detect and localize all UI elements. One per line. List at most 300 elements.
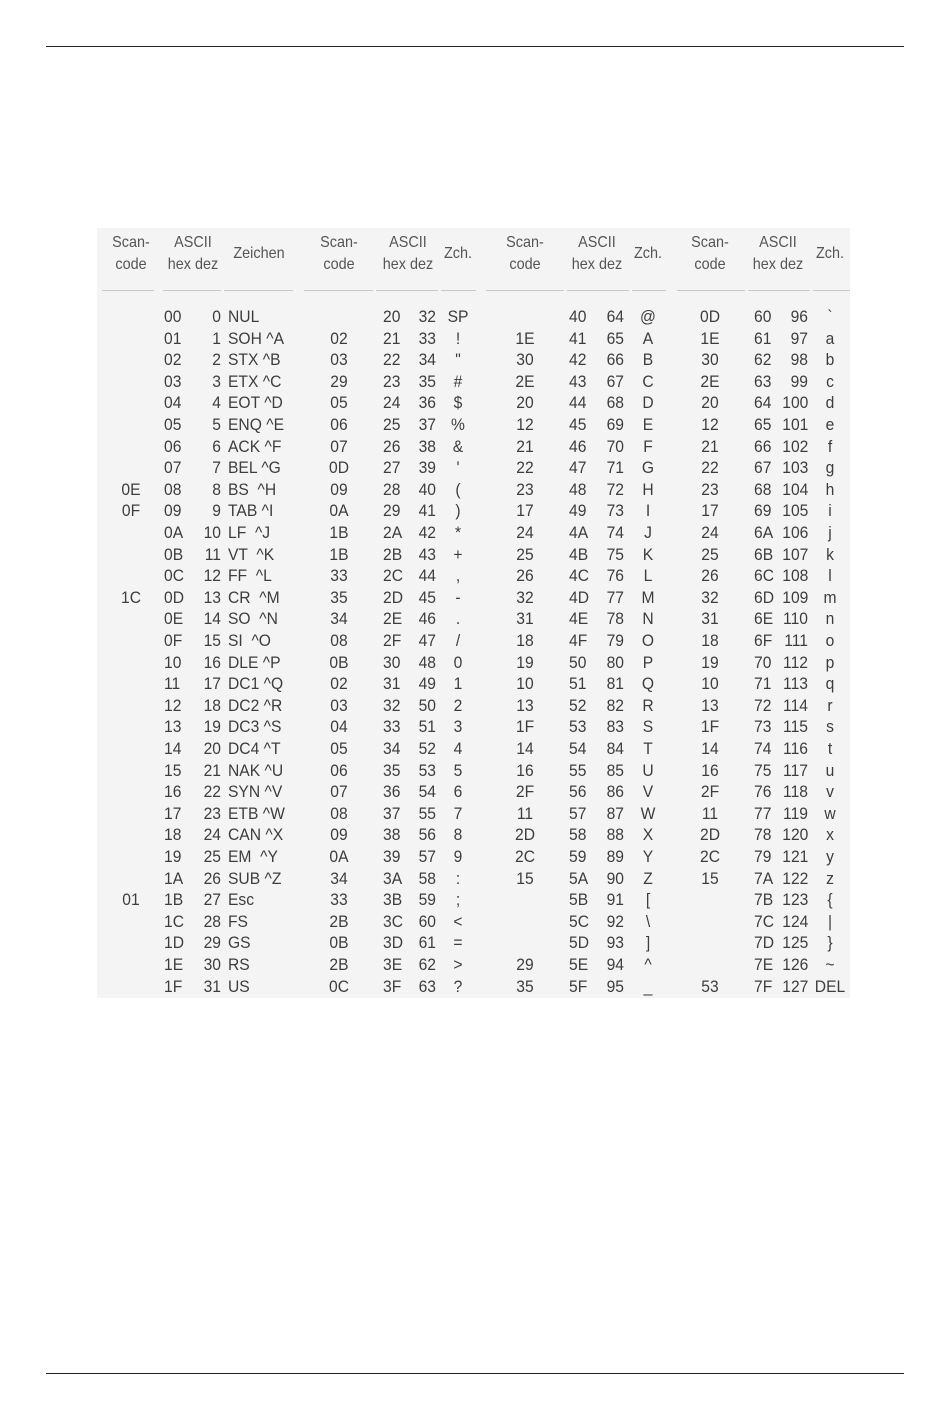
scan-code-cell: 18 <box>701 631 719 650</box>
ascii-scancode-table <box>97 228 850 998</box>
scan-code-cell: 17 <box>516 501 534 521</box>
dec-cell: 13 <box>203 587 221 607</box>
character-cell: I <box>645 501 651 521</box>
scan-code-cell: 2D <box>514 825 535 845</box>
character-cell: SOH ^A <box>228 328 285 348</box>
column-header-character: Zch. <box>815 245 845 262</box>
character-cell: ( <box>455 479 461 499</box>
dec-cell: 35 <box>418 371 436 391</box>
scan-code-cell: 09 <box>330 825 348 845</box>
character-cell: U <box>642 760 654 780</box>
dec-cell: 30 <box>203 955 221 974</box>
hex-cell: 21 <box>383 328 401 348</box>
character-cell: ` <box>827 307 833 326</box>
dec-cell: 98 <box>790 350 808 370</box>
dec-cell: 120 <box>782 825 809 845</box>
hex-cell: 06 <box>164 436 182 456</box>
column-header-scan-code <box>312 232 366 276</box>
dec-cell: 23 <box>203 803 221 823</box>
hex-cell: 1D <box>164 933 184 953</box>
hex-cell: 39 <box>383 847 401 866</box>
scan-code-cell: 16 <box>701 760 719 780</box>
scan-code-cell: 2D <box>699 825 720 845</box>
character-cell: ETB ^W <box>228 803 285 823</box>
dec-cell: 43 <box>418 544 436 564</box>
hex-cell: 73 <box>754 717 772 737</box>
character-cell: SUB ^Z <box>228 868 282 888</box>
scan-code-cell: 11 <box>516 803 534 823</box>
scan-code-cell: 30 <box>516 350 534 370</box>
hex-cell: 7B <box>754 890 774 910</box>
hex-cell: 14 <box>164 739 182 758</box>
hex-cell: 4D <box>569 587 589 607</box>
character-cell: S <box>642 717 654 737</box>
dec-cell: 2 <box>212 350 221 370</box>
hex-cell: 33 <box>383 717 401 737</box>
character-cell: 1 <box>453 674 463 694</box>
column-header-scan-code <box>104 232 158 276</box>
scan-code-cell: 0E <box>121 479 141 499</box>
column-header-ascii <box>157 232 229 276</box>
header-underline <box>304 290 373 291</box>
hex-cell: 02 <box>164 350 182 370</box>
character-cell: R <box>642 695 654 715</box>
hex-cell: 7E <box>754 955 774 974</box>
scan-code-cell: 25 <box>516 544 534 564</box>
scan-code-cell: 06 <box>330 415 348 434</box>
hex-cell: 03 <box>164 371 182 391</box>
scan-code-cell: 03 <box>330 695 348 715</box>
hex-cell: 16 <box>164 782 182 802</box>
dec-cell: 61 <box>418 933 436 953</box>
scan-code-cell: 2F <box>700 782 720 802</box>
dec-cell: 75 <box>606 544 624 564</box>
character-cell: a <box>825 328 835 348</box>
hex-cell: 35 <box>383 760 401 780</box>
scan-code-cell: 0C <box>328 976 349 996</box>
dec-cell: 115 <box>783 717 808 737</box>
scan-code-cell: 23 <box>701 479 719 499</box>
hex-cell: 5A <box>569 868 589 888</box>
character-cell: T <box>643 739 653 758</box>
character-cell: ) <box>455 501 461 521</box>
scan-code-cell: 23 <box>516 479 534 499</box>
scan-code-cell: 1F <box>700 717 720 737</box>
scan-code-cell: 30 <box>701 350 719 370</box>
scan-code-cell: 0D <box>328 458 349 478</box>
hex-cell: 72 <box>754 695 772 715</box>
hex-cell: 24 <box>383 393 401 413</box>
character-cell: n <box>825 609 835 629</box>
hex-cell: 1A <box>164 868 184 888</box>
character-cell: DC1 ^Q <box>228 674 284 694</box>
character-cell: > <box>453 955 463 974</box>
hex-cell: 55 <box>569 760 587 780</box>
dec-cell: 49 <box>418 674 436 694</box>
ascii-header-line: hex dez <box>382 256 434 273</box>
hex-cell: 01 <box>164 328 182 348</box>
hex-cell: 70 <box>754 652 772 672</box>
hex-cell: 31 <box>383 674 401 694</box>
dec-cell: 69 <box>606 415 624 434</box>
character-cell: Q <box>641 674 655 694</box>
character-cell: @ <box>640 307 656 326</box>
scan-code-header-line: code <box>115 256 147 273</box>
character-cell: DLE ^P <box>228 652 281 672</box>
dec-cell: 17 <box>203 674 221 694</box>
hex-cell: 07 <box>164 458 182 478</box>
hex-cell: 1B <box>164 890 184 910</box>
dec-cell: 37 <box>418 415 436 434</box>
dec-cell: 4 <box>212 393 221 413</box>
dec-cell: 87 <box>606 803 624 823</box>
hex-cell: 50 <box>569 652 587 672</box>
dec-cell: 99 <box>790 371 808 391</box>
character-cell: DC3 ^S <box>228 717 282 737</box>
dec-cell: 84 <box>606 739 624 758</box>
dec-cell: 21 <box>203 760 221 780</box>
character-cell: 5 <box>453 760 463 780</box>
dec-cell: 51 <box>418 717 436 737</box>
dec-cell: 89 <box>606 847 624 866</box>
character-cell: L <box>643 566 653 586</box>
scan-code-cell: 1C <box>120 587 141 607</box>
hex-cell: 64 <box>754 393 772 413</box>
character-cell: VT ^K <box>228 544 275 564</box>
hex-cell: 0E <box>164 609 184 629</box>
hex-cell: 6E <box>754 609 774 629</box>
character-cell: u <box>825 760 835 780</box>
header-underline <box>632 290 666 291</box>
hex-cell: 51 <box>569 674 587 694</box>
character-cell: ENQ ^E <box>228 415 285 434</box>
hex-cell: 59 <box>569 847 587 866</box>
character-cell: SO ^N <box>228 609 278 629</box>
hex-cell: 67 <box>754 458 772 478</box>
hex-cell: 04 <box>164 393 182 413</box>
hex-cell: 6B <box>754 544 774 564</box>
character-cell: H <box>642 479 654 499</box>
hex-cell: 25 <box>383 415 401 434</box>
character-cell: p <box>825 652 835 672</box>
scan-code-cell: 20 <box>701 393 719 413</box>
scan-code-cell: 0F <box>121 501 141 521</box>
dec-cell: 93 <box>606 933 624 953</box>
scan-code-cell: 02 <box>330 674 348 694</box>
character-cell: < <box>453 911 463 931</box>
hex-cell: 69 <box>754 501 772 521</box>
header-underline <box>163 290 221 291</box>
column-header-character: Zch. <box>443 245 473 262</box>
dec-cell: 103 <box>782 458 809 478</box>
character-cell: / <box>455 631 461 650</box>
dec-cell: 113 <box>783 674 808 694</box>
hex-cell: 2C <box>383 566 403 586</box>
hex-cell: 79 <box>754 847 772 866</box>
hex-cell: 15 <box>164 760 182 780</box>
dec-cell: 57 <box>418 847 436 866</box>
hex-cell: 58 <box>569 825 587 845</box>
dec-cell: 76 <box>606 566 624 586</box>
dec-cell: 122 <box>782 868 809 888</box>
scan-code-cell: 15 <box>516 868 534 888</box>
hex-cell: 2D <box>383 587 403 607</box>
scan-code-cell: 02 <box>330 328 348 348</box>
header-underline <box>102 290 154 291</box>
dec-cell: 102 <box>782 436 809 456</box>
dec-cell: 112 <box>783 652 808 672</box>
hex-cell: 49 <box>569 501 587 521</box>
scan-code-cell: 31 <box>701 609 719 629</box>
dec-cell: 92 <box>606 911 624 931</box>
character-cell: y <box>826 847 834 866</box>
character-cell: Esc <box>228 890 255 910</box>
character-cell: 0 <box>453 652 463 672</box>
hex-cell: 28 <box>383 479 401 499</box>
dec-cell: 53 <box>418 760 436 780</box>
hex-cell: 5D <box>569 933 589 953</box>
character-cell: _ <box>643 976 653 996</box>
character-cell: \ <box>645 911 651 931</box>
dec-cell: 18 <box>203 695 221 715</box>
character-cell: ^ <box>644 955 652 974</box>
scan-code-cell: 1B <box>329 523 349 542</box>
hex-cell: 5B <box>569 890 589 910</box>
dec-cell: 68 <box>606 393 624 413</box>
hex-cell: 4F <box>569 631 588 650</box>
scan-code-header-line: code <box>323 256 355 273</box>
hex-cell: 05 <box>164 415 182 434</box>
dec-cell: 88 <box>606 825 624 845</box>
character-cell: r <box>827 695 833 715</box>
dec-cell: 124 <box>782 911 809 931</box>
hex-cell: 2E <box>383 609 403 629</box>
hex-cell: 3C <box>383 911 403 931</box>
hex-cell: 41 <box>569 328 587 348</box>
hex-cell: 18 <box>164 825 182 845</box>
character-cell: NAK ^U <box>228 760 284 780</box>
scan-code-cell: 1B <box>329 544 349 564</box>
hex-cell: 32 <box>383 695 401 715</box>
dec-cell: 85 <box>606 760 624 780</box>
character-cell: e <box>825 415 835 434</box>
scan-code-cell: 1E <box>700 328 720 348</box>
ascii-header-line: hex dez <box>167 256 219 273</box>
character-cell: V <box>642 782 654 802</box>
character-cell: US <box>228 976 250 996</box>
header-underline <box>748 290 810 291</box>
scan-code-cell: 26 <box>701 566 719 586</box>
character-cell: 3 <box>453 717 463 737</box>
scan-code-cell: 0B <box>329 652 349 672</box>
hex-cell: 66 <box>754 436 772 456</box>
scan-code-cell: 03 <box>330 350 348 370</box>
hex-cell: 57 <box>569 803 587 823</box>
character-cell: SP <box>447 307 469 326</box>
scan-code-cell: 25 <box>701 544 719 564</box>
scan-code-cell: 15 <box>701 868 719 888</box>
dec-cell: 0 <box>212 307 221 326</box>
ascii-header-line: ASCII <box>389 234 427 251</box>
dec-cell: 27 <box>203 890 221 910</box>
character-cell: : <box>455 868 461 888</box>
scan-code-cell: 33 <box>330 890 348 910</box>
scan-code-cell: 31 <box>516 609 534 629</box>
dec-cell: 39 <box>418 458 436 478</box>
character-cell: Z <box>643 868 653 888</box>
dec-cell: 119 <box>783 803 808 823</box>
ascii-header-line: ASCII <box>174 234 212 251</box>
character-cell: EOT ^D <box>228 393 283 413</box>
character-cell: D <box>642 393 654 413</box>
hex-cell: 34 <box>383 739 401 758</box>
scan-code-cell: 32 <box>701 587 719 607</box>
hex-cell: 2F <box>383 631 402 650</box>
hex-cell: 5C <box>569 911 589 931</box>
scan-code-cell: 18 <box>516 631 534 650</box>
dec-cell: 116 <box>783 739 808 758</box>
scan-code-cell: 2C <box>514 847 535 866</box>
dec-cell: 81 <box>606 674 624 694</box>
character-cell: 9 <box>453 847 463 866</box>
dec-cell: 7 <box>212 458 221 478</box>
dec-cell: 22 <box>203 782 221 802</box>
hex-cell: 4A <box>569 523 589 542</box>
dec-cell: 55 <box>418 803 436 823</box>
character-cell: 4 <box>453 739 463 758</box>
column-header-scan-code <box>498 232 552 276</box>
character-cell: LF ^J <box>228 523 271 542</box>
hex-cell: 74 <box>754 739 772 758</box>
character-cell: q <box>825 674 835 694</box>
hex-cell: 77 <box>754 803 772 823</box>
hex-cell: 4E <box>569 609 589 629</box>
dec-cell: 90 <box>606 868 624 888</box>
scan-code-cell: 19 <box>701 652 719 672</box>
scan-code-cell: 13 <box>701 695 719 715</box>
character-cell: TAB ^I <box>228 501 274 521</box>
scan-code-cell: 10 <box>701 674 719 694</box>
hex-cell: 43 <box>569 371 587 391</box>
dec-cell: 24 <box>203 825 221 845</box>
scan-code-cell: 10 <box>516 674 534 694</box>
dec-cell: 42 <box>418 523 436 542</box>
hex-cell: 45 <box>569 415 587 434</box>
scan-code-cell: 21 <box>516 436 534 456</box>
character-cell: # <box>453 371 463 391</box>
character-cell: ! <box>455 328 461 348</box>
dec-cell: 20 <box>203 739 221 758</box>
character-cell: f <box>827 436 833 456</box>
character-cell: m <box>823 587 837 607</box>
dec-cell: 63 <box>418 976 436 996</box>
hex-cell: 7A <box>754 868 774 888</box>
dec-cell: 121 <box>782 847 809 866</box>
dec-cell: 71 <box>606 458 624 478</box>
dec-cell: 11 <box>204 544 221 564</box>
dec-cell: 45 <box>418 587 436 607</box>
dec-cell: 97 <box>790 328 808 348</box>
dec-cell: 64 <box>606 307 624 326</box>
dec-cell: 40 <box>418 479 436 499</box>
character-cell: & <box>452 436 464 456</box>
ascii-header-line: ASCII <box>578 234 616 251</box>
character-cell: RS <box>228 955 250 974</box>
dec-cell: 86 <box>606 782 624 802</box>
character-cell: b <box>825 350 835 370</box>
character-cell: | <box>827 911 833 931</box>
scan-code-cell: 35 <box>330 587 348 607</box>
character-cell: F <box>643 436 653 456</box>
scan-code-cell: 35 <box>516 976 534 996</box>
character-cell: * <box>454 523 462 542</box>
hex-cell: 53 <box>569 717 587 737</box>
character-cell: J <box>644 523 652 542</box>
character-cell: { <box>827 890 833 910</box>
hex-cell: 38 <box>383 825 401 845</box>
scan-code-cell: 2E <box>700 371 720 391</box>
character-cell: N <box>642 609 654 629</box>
scan-code-cell: 06 <box>330 760 348 780</box>
character-cell: } <box>827 933 833 953</box>
character-cell: - <box>455 587 461 607</box>
hex-cell: 1C <box>164 911 184 931</box>
hex-cell: 75 <box>754 760 772 780</box>
dec-cell: 100 <box>782 393 809 413</box>
character-cell: X <box>642 825 654 845</box>
character-cell: ; <box>455 890 461 910</box>
character-cell: BS ^H <box>228 479 277 499</box>
character-cell: ETX ^C <box>228 371 282 391</box>
scan-code-cell: 12 <box>516 415 534 434</box>
hex-cell: 62 <box>754 350 772 370</box>
dec-cell: 62 <box>418 955 436 974</box>
character-cell: ] <box>645 933 651 953</box>
character-cell: , <box>455 566 461 586</box>
dec-cell: 65 <box>606 328 624 348</box>
character-cell: g <box>825 458 835 478</box>
hex-cell: 71 <box>754 674 772 694</box>
dec-cell: 3 <box>212 371 221 391</box>
character-cell: FS <box>228 911 248 931</box>
scan-code-cell: 53 <box>701 976 719 996</box>
scan-code-cell: 08 <box>330 631 348 650</box>
dec-cell: 80 <box>606 652 624 672</box>
dec-cell: 59 <box>418 890 436 910</box>
hex-cell: 6A <box>754 523 774 542</box>
scan-code-cell: 22 <box>701 458 719 478</box>
scan-code-cell: 05 <box>330 739 348 758</box>
dec-cell: 44 <box>418 566 436 586</box>
scan-code-header-line: Scan- <box>691 234 729 251</box>
dec-cell: 34 <box>418 350 436 370</box>
scan-code-cell: 19 <box>516 652 534 672</box>
scan-code-cell: 21 <box>701 436 719 456</box>
dec-cell: 82 <box>606 695 624 715</box>
scan-code-header-line: Scan- <box>320 234 358 251</box>
dec-cell: 106 <box>782 523 809 542</box>
hex-cell: 0A <box>164 523 184 542</box>
character-cell: EM ^Y <box>228 847 278 866</box>
hex-cell: 17 <box>164 803 182 823</box>
hex-cell: 26 <box>383 436 401 456</box>
character-cell: 7 <box>453 803 463 823</box>
dec-cell: 67 <box>606 371 624 391</box>
scan-code-cell: 33 <box>330 566 348 586</box>
dec-cell: 117 <box>783 760 808 780</box>
dec-cell: 1 <box>212 328 221 348</box>
dec-cell: 114 <box>783 695 808 715</box>
